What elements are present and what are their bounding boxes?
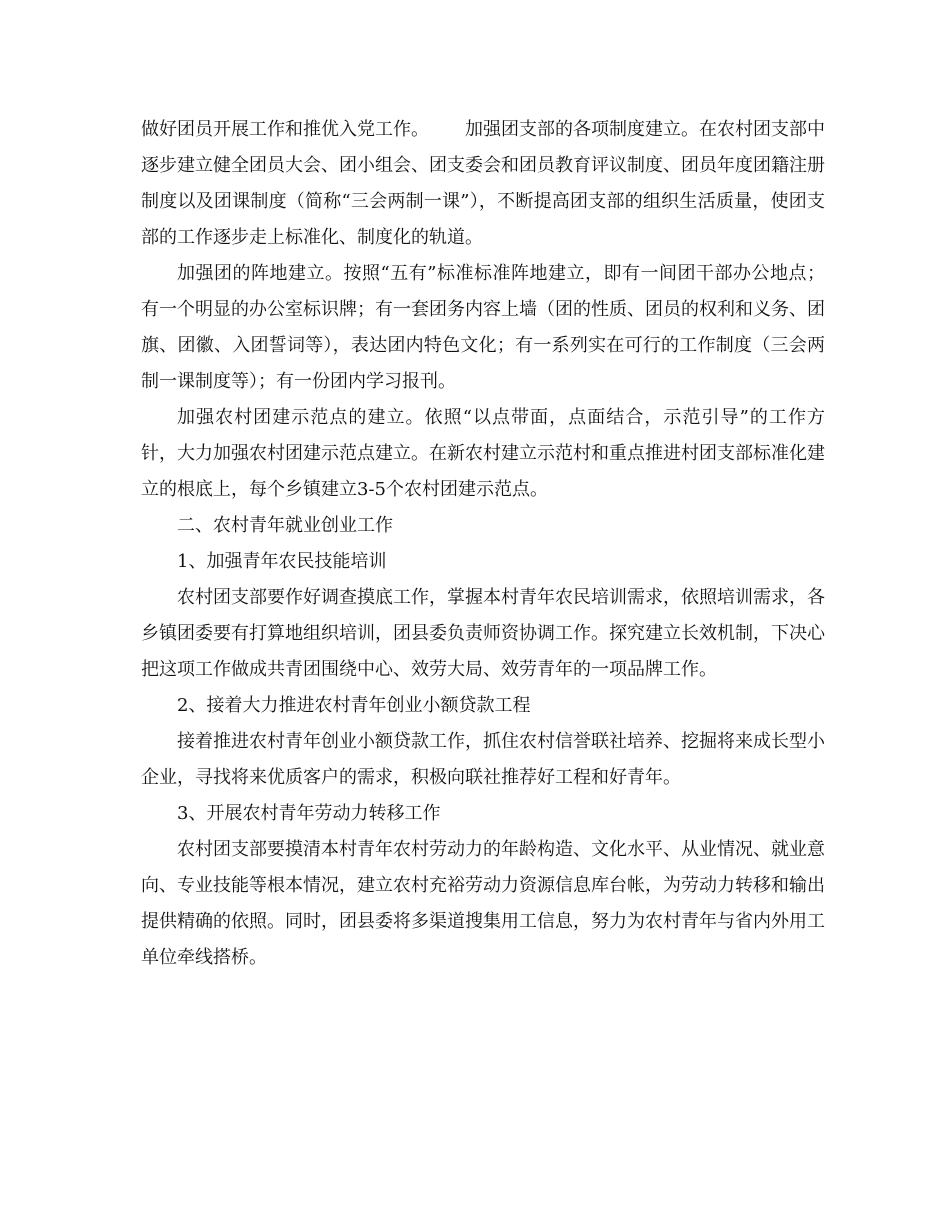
paragraph-5: 接着推进农村青年创业小额贷款工作，抓住农村信誉联社培养、挖掘将来成长型小企业，寻找将来优质客户的需求，积极向联社推荐好工程和好青年。 <box>141 731 825 788</box>
subheading-1: 1、加强青年农民技能培训 <box>177 551 387 572</box>
paragraph-2: 加强团的阵地建立。按照“五有”标准标准阵地建立，即有一间团干部办公地点；有一个明显的办公室标识牌；有一套团务内容上墙（团的性质、团员的权利和义务、团旗、团徽、入团誓词等），表达团内特色文化；有一系列实在可行的工作制度（三会两制一课制度等）；有一份团内学习报刊。 <box>141 263 825 392</box>
document-body <box>141 112 825 976</box>
section-heading-2: 二、农村青年就业创业工作 <box>177 515 393 536</box>
paragraph-1-lead: 做好团员开展工作和推优入党工作。 <box>141 119 429 140</box>
paragraph-1 <box>141 112 825 256</box>
paragraph-4: 农村团支部要作好调查摸底工作，掌握本村青年农民培训需求，依照培训需求，各乡镇团委要有打算地组织培训，团县委负责师资协调工作。探究建立长效机制，下决心把这项工作做成共青团围绕中心、效劳大局、效劳青年的一项品牌工作。 <box>141 587 825 680</box>
subheading-2: 2、接着大力推进农村青年创业小额贷款工程 <box>177 695 531 716</box>
paragraph-6: 农村团支部要摸清本村青年农村劳动力的年龄构造、文化水平、从业情况、就业意向、专业技能等根本情况，建立农村充裕劳动力资源信息库台帐，为劳动力转移和输出提供精确的依照。同时，团县委将多渠道搜集用工信息，努力为农村青年与省内外用工单位牵线搭桥。 <box>141 839 825 968</box>
paragraph-3: 加强农村团建示范点的建立。依照“以点带面，点面结合，示范引导”的工作方针，大力加强农村团建示范点建立。在新农村建立示范村和重点推进村团支部标准化建立的根底上，每个乡镇建立3-5个农村团建示范点。 <box>141 407 825 500</box>
subheading-3: 3、开展农村青年劳动力转移工作 <box>177 803 441 824</box>
paragraph-1-body: 加强团支部的各项制度建立。在农村团支部中逐步建立健全团员大会、团小组会、团支委会和团员教育评议制度、团员年度团籍注册制度以及团课制度（简称“三会两制一课”），不断提高团支部的组织生活质量，使团支部的工作逐步走上标准化、制度化的轨道。 <box>141 119 825 248</box>
